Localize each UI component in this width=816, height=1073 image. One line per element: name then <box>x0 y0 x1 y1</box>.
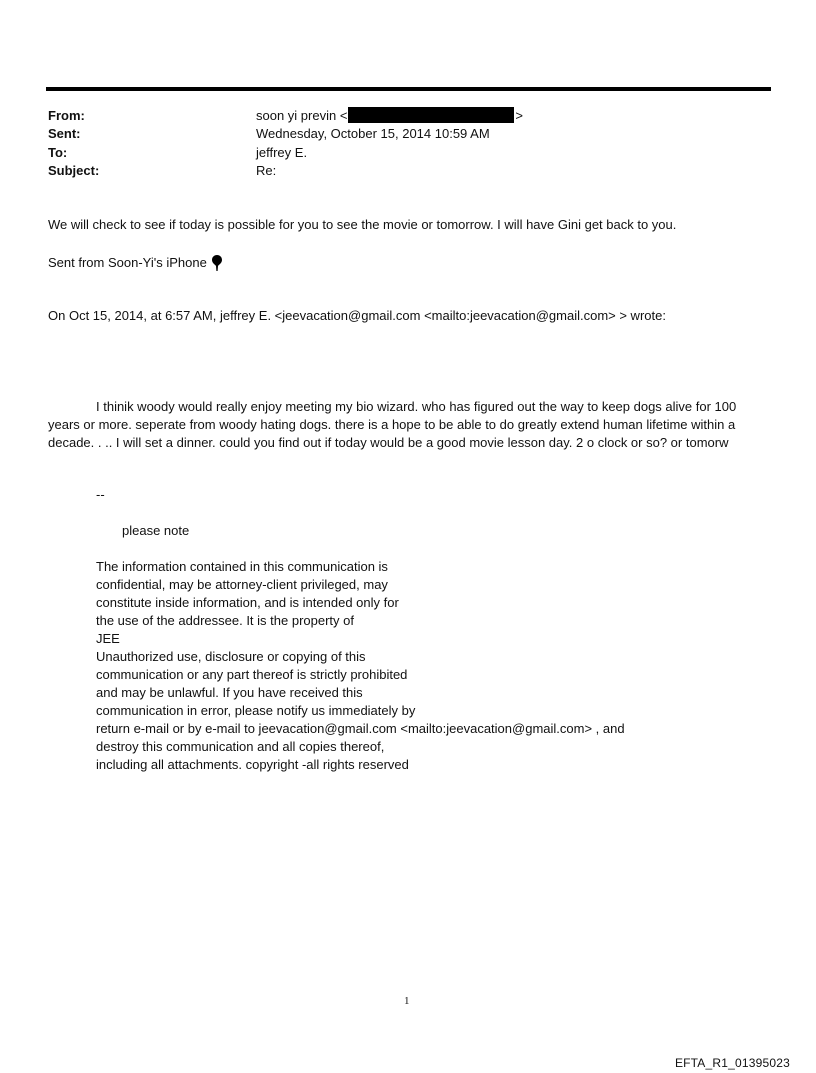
sent-label: Sent: <box>48 126 81 141</box>
signature-line <box>48 254 222 272</box>
notice-line: confidential, may be attorney-client privileged, may <box>96 577 388 592</box>
quoted-message-text: I thinik woody would really enjoy meeting my bio wizard. who has figured out the way to keep dogs alive for 100 years or more. seperate from woody hating dogs. there is a hope to be able to do greatly extend human lifetime within a decade. . .. I will set a dinner. could you find out if today would be a good movie lesson day. 2 o clock or so? or tomorw <box>48 399 737 450</box>
redaction-bar <box>348 107 514 123</box>
subject-label: Subject: <box>48 163 100 178</box>
notice-line: including all attachments. copyright -all rights reserved <box>96 757 409 772</box>
pin-icon <box>212 255 222 271</box>
page-number: 1 <box>404 995 410 1007</box>
signature-text: Sent from Soon-Yi's iPhone <box>48 255 207 270</box>
to-label: To: <box>48 145 68 160</box>
notice-line: The information contained in this communication is <box>96 559 388 574</box>
notice-line: communication in error, please notify us immediately by <box>96 703 416 718</box>
quote-intro: On Oct 15, 2014, at 6:57 AM, jeffrey E. <jeevacation@gmail.com <mailto:jeevacation@gmail.com> > wrote: <box>48 308 666 323</box>
notice-line: JEE <box>96 631 120 646</box>
notice-line: return e-mail or by e-mail to jeevacation@gmail.com <mailto:jeevacation@gmail.com> , and <box>96 721 625 736</box>
sent-value: Wednesday, October 15, 2014 10:59 AM <box>256 126 490 141</box>
notice-line: the use of the addressee. It is the property of <box>96 613 354 628</box>
please-note: please note <box>122 523 190 538</box>
from-bracket: > <box>515 108 524 123</box>
notice-line: destroy this communication and all copies thereof, <box>96 739 385 754</box>
to-value: jeffrey E. <box>256 145 308 160</box>
reply-text: We will check to see if today is possible for you to see the movie or tomorrow. I will have Gini get back to you. <box>48 217 677 232</box>
notice-line: Unauthorized use, disclosure or copying of this <box>96 649 366 664</box>
confidentiality-notice <box>96 558 625 774</box>
from-label: From: <box>48 108 85 123</box>
notice-line: constitute inside information, and is intended only for <box>96 595 399 610</box>
subject-value: Re: <box>256 163 277 178</box>
notice-line: communication or any part thereof is strictly prohibited <box>96 667 408 682</box>
quoted-message <box>48 398 770 452</box>
header-divider <box>46 87 771 91</box>
from-name: soon yi previn < <box>256 108 348 123</box>
document-id: EFTA_R1_01395023 <box>674 1056 790 1070</box>
from-value <box>256 107 523 125</box>
signature-separator: -- <box>96 487 105 502</box>
notice-line: and may be unlawful. If you have received this <box>96 685 363 700</box>
